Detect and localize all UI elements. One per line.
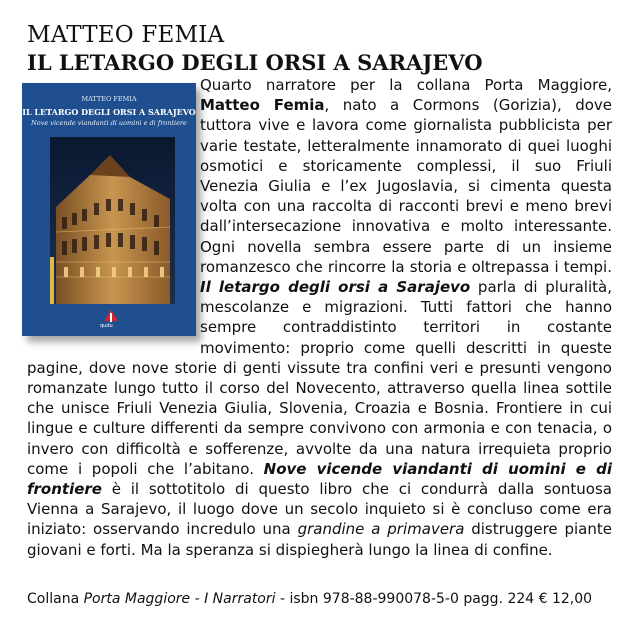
cover-subtitle: Nove vicende viandanti di uomini e di frontiere (31, 119, 187, 127)
cover-spacer (27, 75, 200, 343)
publication-footer (27, 591, 617, 607)
description-part-4: è il sottotitolo di questo libro che ci condurrà dalla sontuosa Vienna a Sarajevo, il luogo dove un secolo inquieto si è concluso come era iniziato: osservando incredulo una (27, 480, 612, 539)
footer-details: - isbn 978-88-990078-5-0 pagg. 224 € 12,00 (275, 591, 593, 607)
book-description (27, 75, 612, 560)
footer-prefix: Collana (27, 591, 84, 607)
cover-publisher: qudu (100, 323, 113, 329)
footer-series: Porta Maggiore - I Narratori (83, 591, 276, 607)
description-part-1: Quarto narratore per la collana Porta Maggiore, (200, 76, 612, 94)
description-part-3: parla di pluralità, mescolanze e migrazioni. Tutti fattori che hanno sempre contraddistinto territori in costante movimento: proprio come quelli descritti in queste pagine, dove nove storie di genti vissute tra confini veri e presunti vengono romanzate lungo tutto il corso del Novecento, attraverso quella linea sottile che unisce Friuli Venezia Giulia, Slovenia, Croazia e Bosnia. Frontiere in cui lingue e culture differenti da sempre convivono con armonia e con tenacia, o invero con difficoltà e sofferenze, avvolte da una natura irrequieta proprio come i popoli che l’abitano. (27, 278, 612, 478)
subtitle-bold-italic: Nove vicende viandanti di uomini e di frontiere (27, 459, 612, 499)
description-part-5: distruggere piante giovani e forti. Ma la speranza si dispiegherà lungo la linea di confine. (27, 520, 612, 559)
cover-title: IL LETARGO DEGLI ORSI A SARAJEVO (22, 107, 196, 117)
title-bold-italic: Il letargo degli orsi a Sarajevo (200, 278, 471, 297)
quote-italic: grandine a primavera (297, 520, 465, 539)
author-name-bold: Matteo Femia (200, 96, 325, 115)
book-title: IL LETARGO DEGLI ORSI A SARAJEVO (27, 50, 483, 75)
cover-author: MATTEO FEMIA (81, 95, 137, 103)
description-part-2: , nato a Cormons (Gorizia), dove tuttora vive e lavora come giornalista pubblicista per varie testate, letteralmente innamorato di quei luoghi osmotici e storicamente complessi, il suo Friuli Venezia Giulia e l’ex Jugoslavia, si cimenta questa volta con una raccolta di racconti brevi e meno brevi dall’intersecazione innovativa e molto interessante. Ogni novella sembra essere parte di un insieme romanzesco che rincorre la storia e oltrepassa i tempi. (200, 96, 613, 276)
author-name: MATTEO FEMIA (27, 22, 225, 48)
